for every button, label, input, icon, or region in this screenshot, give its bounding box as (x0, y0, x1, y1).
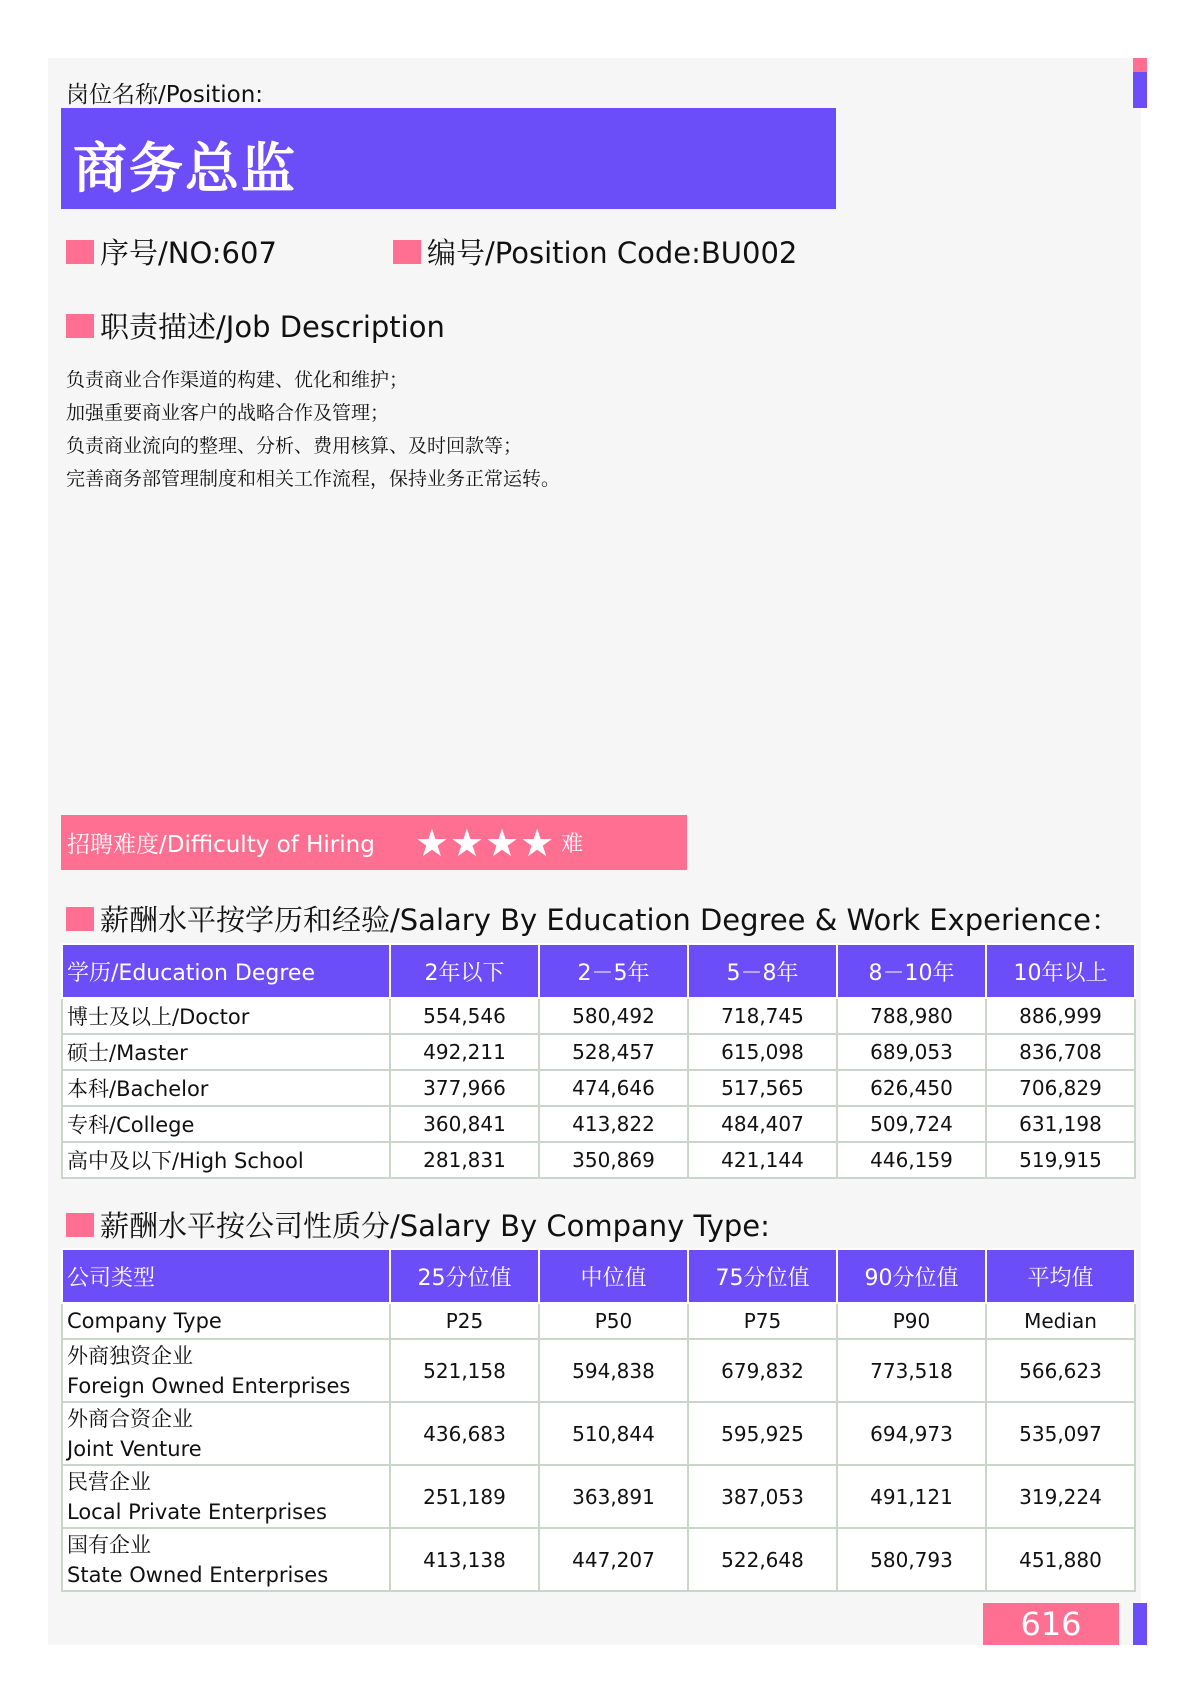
table-cell: 474,646 (539, 1070, 688, 1106)
row-label-en: Local Private Enterprises (67, 1499, 327, 1524)
table-header-row (62, 944, 1135, 998)
subheader-cell: P25 (390, 1303, 539, 1339)
company-salary-table (61, 1248, 1136, 1592)
position-number (66, 231, 277, 272)
job-description-line: 完善商务部管理制度和相关工作流程，保持业务正常运转。 (66, 468, 561, 490)
star-icon: ★ (414, 820, 450, 865)
title-banner (61, 108, 836, 209)
bullet-square-icon (66, 907, 94, 931)
table-header-row (62, 1249, 1135, 1303)
column-header: 75分位值 (688, 1249, 837, 1303)
row-label-cn: 外商合资企业 (67, 1406, 193, 1431)
table-row (62, 1142, 1135, 1178)
row-label: 专科/College (62, 1106, 390, 1142)
table-cell: 689,053 (837, 1034, 986, 1070)
row-label-cn: 外商独资企业 (67, 1343, 193, 1368)
position-label: 岗位名称/Position: (66, 82, 264, 108)
table-cell: 447,207 (539, 1528, 688, 1591)
edu-salary-heading-text: 薪酬水平按学历和经验/Salary By Education Degree & Work Experience： (100, 903, 1120, 937)
job-description-heading (66, 305, 445, 346)
row-label (62, 1339, 390, 1402)
position-code-text: 编号/Position Code:BU002 (427, 236, 798, 270)
table-cell: 517,565 (688, 1070, 837, 1106)
column-header: 2年以下 (390, 944, 539, 998)
subheader-cell: P75 (688, 1303, 837, 1339)
row-label-en: Joint Venture (67, 1436, 202, 1461)
job-description-line: 负责商业合作渠道的构建、优化和维护； (66, 369, 409, 391)
table-cell: 446,159 (837, 1142, 986, 1178)
table-cell: 451,880 (986, 1528, 1135, 1591)
star-icon: ★ (484, 820, 521, 865)
bullet-square-icon (66, 314, 94, 338)
hiring-difficulty-label: 招聘难度/Difficulty of Hiring (67, 832, 375, 858)
table-cell: 580,492 (539, 998, 688, 1034)
table-cell: 594,838 (539, 1339, 688, 1402)
position-number-text: 序号/NO:607 (100, 236, 277, 270)
table-cell: 521,158 (390, 1339, 539, 1402)
column-header: 5－8年 (688, 944, 837, 998)
table-cell: 319,224 (986, 1465, 1135, 1528)
column-header: 90分位值 (837, 1249, 986, 1303)
bullet-square-icon (393, 240, 421, 264)
row-label-cn: 国有企业 (67, 1532, 151, 1557)
column-header: 学历/Education Degree (62, 944, 390, 998)
column-header: 10年以上 (986, 944, 1135, 998)
table-cell: 387,053 (688, 1465, 837, 1528)
edu-salary-table (61, 943, 1136, 1179)
table-cell: 491,121 (837, 1465, 986, 1528)
column-header: 平均值 (986, 1249, 1135, 1303)
table-cell: 510,844 (539, 1402, 688, 1465)
subheader-cell: P90 (837, 1303, 986, 1339)
bullet-square-icon (66, 1213, 94, 1237)
table-row (62, 1402, 1135, 1465)
row-label: 博士及以上/Doctor (62, 998, 390, 1034)
table-row (62, 998, 1135, 1034)
table-cell: 522,648 (688, 1528, 837, 1591)
star-icon: ★ (449, 820, 485, 865)
table-cell: 773,518 (837, 1339, 986, 1402)
table-row (62, 1106, 1135, 1142)
table-cell: 360,841 (390, 1106, 539, 1142)
job-description-line: 加强重要商业客户的战略合作及管理； (66, 402, 390, 424)
column-header: 中位值 (539, 1249, 688, 1303)
table-cell: 615,098 (688, 1034, 837, 1070)
corner-accent (1133, 58, 1147, 108)
row-label-en: Foreign Owned Enterprises (67, 1373, 351, 1398)
job-description-heading-text: 职责描述/Job Description (100, 310, 445, 344)
job-description (66, 364, 560, 496)
table-cell: 519,915 (986, 1142, 1135, 1178)
page-title: 商务总监 (73, 137, 297, 200)
column-header: 2－5年 (539, 944, 688, 998)
table-cell: 554,546 (390, 998, 539, 1034)
table-cell: 718,745 (688, 998, 837, 1034)
table-cell: 350,869 (539, 1142, 688, 1178)
table-cell: 528,457 (539, 1034, 688, 1070)
table-cell: 706,829 (986, 1070, 1135, 1106)
star-icon: ★ (520, 820, 556, 865)
row-label (62, 1402, 390, 1465)
job-description-line: 负责商业流向的整理、分析、费用核算、及时回款等； (66, 435, 523, 457)
table-row (62, 1070, 1135, 1106)
page-number: 616 (983, 1603, 1119, 1645)
row-label-cn: 民营企业 (67, 1469, 151, 1494)
subheader-cell: P50 (539, 1303, 688, 1339)
row-label: 本科/Bachelor (62, 1070, 390, 1106)
table-row (62, 1339, 1135, 1402)
subheader-cell: Median (986, 1303, 1135, 1339)
table-row (62, 1034, 1135, 1070)
row-label (62, 1528, 390, 1591)
table-cell: 421,144 (688, 1142, 837, 1178)
column-header: 25分位值 (390, 1249, 539, 1303)
table-cell: 413,138 (390, 1528, 539, 1591)
table-cell: 509,724 (837, 1106, 986, 1142)
table-cell: 535,097 (986, 1402, 1135, 1465)
company-salary-heading (66, 1204, 770, 1245)
row-label: 高中及以下/High School (62, 1142, 390, 1178)
table-subheader-row (62, 1303, 1135, 1339)
table-cell: 788,980 (837, 998, 986, 1034)
table-cell: 281,831 (390, 1142, 539, 1178)
table-cell: 413,822 (539, 1106, 688, 1142)
table-cell: 377,966 (390, 1070, 539, 1106)
table-cell: 492,211 (390, 1034, 539, 1070)
table-row (62, 1465, 1135, 1528)
table-cell: 886,999 (986, 998, 1135, 1034)
subheader-cell: Company Type (62, 1303, 390, 1339)
table-cell: 484,407 (688, 1106, 837, 1142)
table-cell: 595,925 (688, 1402, 837, 1465)
position-code (393, 231, 797, 272)
table-cell: 566,623 (986, 1339, 1135, 1402)
column-header: 8－10年 (837, 944, 986, 998)
row-label-en: State Owned Enterprises (67, 1562, 329, 1587)
table-cell: 436,683 (390, 1402, 539, 1465)
table-cell: 679,832 (688, 1339, 837, 1402)
bullet-square-icon (66, 240, 94, 264)
table-cell: 580,793 (837, 1528, 986, 1591)
hiring-difficulty-bar (61, 815, 687, 870)
table-cell: 363,891 (539, 1465, 688, 1528)
edu-salary-heading (66, 898, 1120, 939)
column-header: 公司类型 (62, 1249, 390, 1303)
row-label (62, 1465, 390, 1528)
row-label: 硕士/Master (62, 1034, 390, 1070)
table-cell: 694,973 (837, 1402, 986, 1465)
company-salary-heading-text: 薪酬水平按公司性质分/Salary By Company Type: (100, 1209, 770, 1243)
table-cell: 626,450 (837, 1070, 986, 1106)
table-cell: 251,189 (390, 1465, 539, 1528)
difficulty-stars (414, 820, 556, 865)
page-number-accent (1133, 1603, 1147, 1645)
table-cell: 631,198 (986, 1106, 1135, 1142)
table-cell: 836,708 (986, 1034, 1135, 1070)
table-row (62, 1528, 1135, 1591)
difficulty-word: 难 (561, 832, 584, 857)
